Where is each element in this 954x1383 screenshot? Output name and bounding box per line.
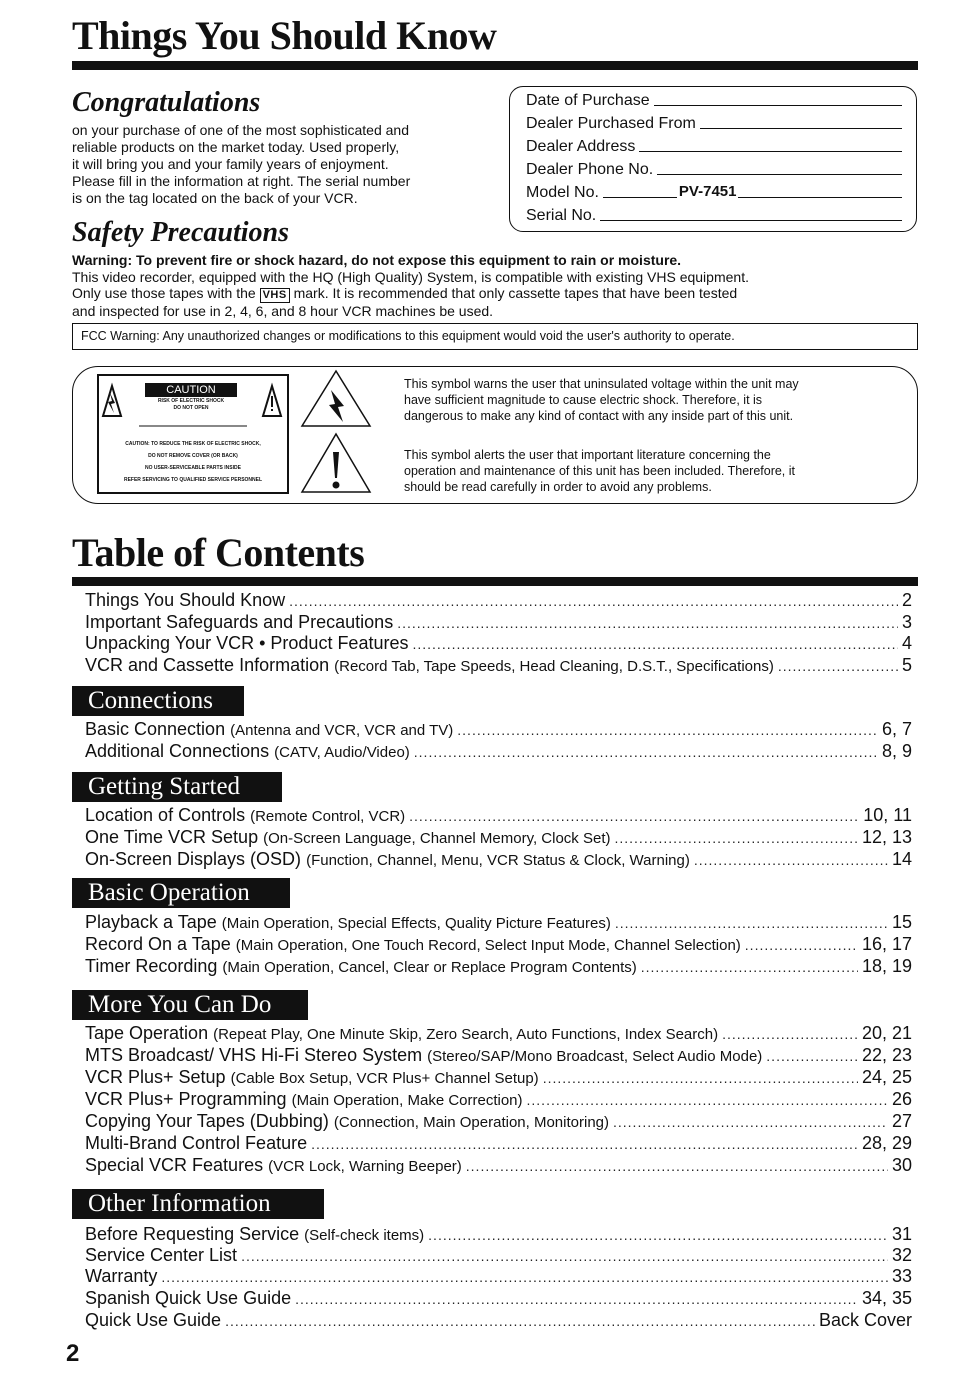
caution-subtext: RISK OF ELECTRIC SHOCK DO NOT OPEN <box>157 398 225 411</box>
section-connections: Connections <box>72 686 244 716</box>
toc-rule <box>72 577 918 586</box>
vhs-mark-icon: VHS <box>260 288 290 303</box>
toc-entry[interactable]: Tape Operation (Repeat Play, One Minute Skip, Zero Search, Auto Functions, Index Search) ..... 20, 21 <box>85 1023 912 1045</box>
toc-entry[interactable]: On-Screen Displays (OSD) (Function, Channel, Menu, VCR Status & Clock, Warning) ..... 14 <box>85 849 912 871</box>
model-no-field[interactable]: Model No. PV-7451 <box>526 179 902 202</box>
congrats-line: reliable products on the market today. Used properly, <box>72 139 400 155</box>
toc-entry[interactable]: VCR and Cassette Information (Record Tab, Tape Speeds, Head Cleaning, D.S.T., Specifications) ..... 5 <box>85 655 912 677</box>
dealer-purchased-from-field[interactable]: Dealer Purchased From <box>526 110 902 133</box>
toc-entry[interactable]: VCR Plus+ Setup (Cable Box Setup, VCR Plus+ Channel Setup) ..... 24, 25 <box>85 1067 912 1089</box>
date-of-purchase-field[interactable]: Date of Purchase <box>526 87 902 110</box>
toc-entry[interactable]: Unpacking Your VCR • Product Features ..... 4 <box>85 633 912 655</box>
title-rule <box>72 61 918 70</box>
serial-no-field[interactable]: Serial No. <box>526 202 902 225</box>
toc-entry[interactable]: Before Requesting Service (Self-check items) ..... 31 <box>85 1224 912 1246</box>
safety-line: Only use those tapes with the VHS mark. It is recommended that only cassette tapes that have been tested <box>72 285 738 301</box>
congratulations-text <box>72 122 492 207</box>
toc-entry[interactable]: Quick Use Guide ..... Back Cover <box>85 1310 912 1332</box>
caution-heading: CAUTION <box>166 384 216 396</box>
safety-line: This video recorder, equipped with the HQ (High Quality) System, is compatible with existing VHS equipment. <box>72 268 749 285</box>
toc-entry[interactable]: Timer Recording (Main Operation, Cancel, Clear or Replace Program Contents) ..... 18, 19 <box>85 956 912 978</box>
toc-entry[interactable]: One Time VCR Setup (On-Screen Language, Channel Memory, Clock Set) ..... 12, 13 <box>85 827 912 849</box>
caution-body: CAUTION: TO REDUCE THE RISK OF ELECTRIC SHOCK, DO NOT REMOVE COVER (OR BACK) NO USER-SERVICEABLE PARTS INSIDE REFER SERVICING TO QUALIFIED SERVICE PERSONNEL <box>123 441 263 483</box>
toc-entry[interactable]: Record On a Tape (Main Operation, One Touch Record, Select Input Mode, Channel Selection) ..... 16, 17 <box>85 934 912 956</box>
fcc-warning: FCC Warning: Any unauthorized changes or modifications to this equipment would void the user's authority to operate. <box>72 323 918 350</box>
warning-triangles <box>298 368 376 498</box>
registration-box <box>509 86 917 232</box>
dealer-phone-field[interactable]: Dealer Phone No. <box>526 156 902 179</box>
toc-entry[interactable]: Special VCR Features (VCR Lock, Warning Beeper) ..... 30 <box>85 1155 912 1177</box>
congrats-line: on your purchase of one of the most sophisticated and <box>72 122 409 138</box>
congratulations-heading: Congratulations <box>72 87 261 118</box>
page-title: Things You Should Know <box>72 13 497 58</box>
toc-entry[interactable]: Multi-Brand Control Feature ..... 28, 29 <box>85 1133 912 1155</box>
lightning-symbol-text: This symbol warns the user that uninsulated voltage within the unit may have sufficient magnitude to cause electric shock. Therefore, it is dangerous to make any kind of contact with any inside part of this unit. <box>404 377 799 423</box>
congrats-line: Please fill in the information at right. The serial number <box>72 173 411 189</box>
toc-entry[interactable]: Service Center List ..... 32 <box>85 1245 912 1267</box>
section-more-you-can-do: More You Can Do <box>72 990 308 1020</box>
safety-heading: Safety Precautions <box>72 217 289 248</box>
lightning-triangle-icon <box>302 371 370 426</box>
toc-title: Table of Contents <box>72 530 365 575</box>
toc-entry[interactable]: Warranty ..... 33 <box>85 1266 912 1288</box>
toc-entry[interactable]: Basic Connection (Antenna and VCR, VCR and TV) ..... 6, 7 <box>85 719 912 741</box>
safety-line: and inspected for use in 2, 4, 6, and 8 hour VCR machines be used. <box>72 303 494 319</box>
congrats-line: it will bring you and your family years of enjoyment. <box>72 156 389 172</box>
toc-entry[interactable]: Additional Connections (CATV, Audio/Video) ..... 8, 9 <box>85 741 912 763</box>
caution-label <box>97 374 289 494</box>
toc-entry[interactable]: Spanish Quick Use Guide ..... 34, 35 <box>85 1288 912 1310</box>
exclamation-symbol-text: This symbol alerts the user that important literature concerning the operation and maintenance of this unit has been included. Therefore, it should be read carefully in order to avoid any problems. <box>404 448 796 494</box>
congrats-line: is on the tag located on the back of your VCR. <box>72 190 358 206</box>
page-number: 2 <box>66 1340 80 1367</box>
toc-entry[interactable]: Playback a Tape (Main Operation, Special Effects, Quality Picture Features) ..... 15 <box>85 912 912 934</box>
toc-entry[interactable]: Important Safeguards and Precautions ..... 3 <box>85 612 912 634</box>
section-getting-started: Getting Started <box>72 772 282 802</box>
toc-entry[interactable]: VCR Plus+ Programming (Main Operation, Make Correction) ..... 26 <box>85 1089 912 1111</box>
safety-warning: Warning: To prevent fire or shock hazard, do not expose this equipment to rain or moisture. <box>72 252 682 268</box>
model-number-value: PV-7451 <box>678 183 737 200</box>
dealer-address-field[interactable]: Dealer Address <box>526 133 902 156</box>
section-other-information: Other Information <box>72 1189 324 1219</box>
section-basic-operation: Basic Operation <box>72 878 290 908</box>
safety-text <box>72 252 922 320</box>
toc-entry[interactable]: MTS Broadcast/ VHS Hi-Fi Stereo System (Stereo/SAP/Mono Broadcast, Select Audio Mode) ..... 22, 23 <box>85 1045 912 1067</box>
exclamation-triangle-icon <box>302 434 370 492</box>
toc-entry[interactable]: Things You Should Know ..... 2 <box>85 590 912 612</box>
toc-entry[interactable]: Copying Your Tapes (Dubbing) (Connection, Main Operation, Monitoring) ..... 27 <box>85 1111 912 1133</box>
toc-entry[interactable]: Location of Controls (Remote Control, VCR) ..... 10, 11 <box>85 805 912 827</box>
